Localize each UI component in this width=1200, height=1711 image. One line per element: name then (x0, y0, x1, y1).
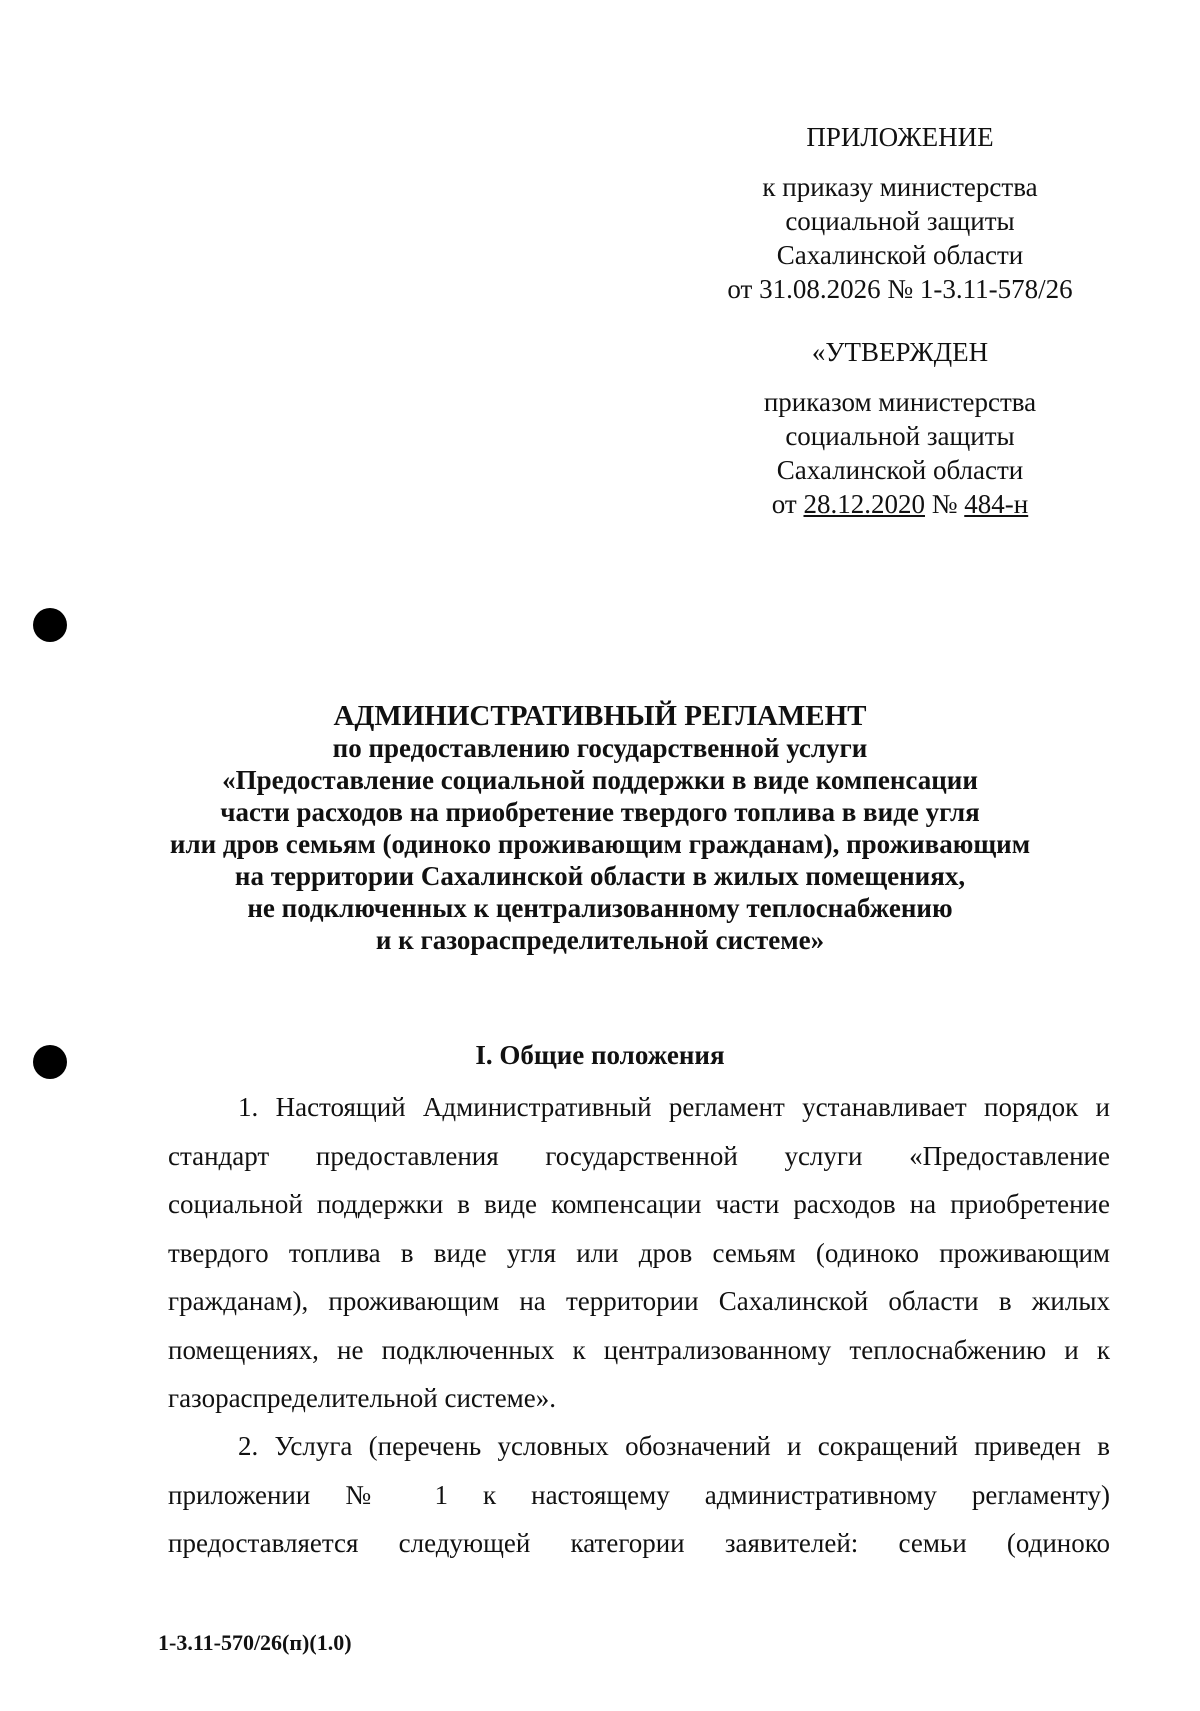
appendix-reference (700, 170, 1100, 306)
punch-hole-mark (33, 1045, 67, 1079)
paragraph-line: 2. Услуга (перечень условных обозначений и сокращений приведен в (238, 1431, 1110, 1461)
paragraph-1 (168, 1083, 1110, 1423)
approved-line: Сахалинской области (776, 455, 1024, 485)
document-title (100, 700, 1100, 956)
paragraph-line: газораспределительной системе». (168, 1383, 556, 1413)
approved-date-line: от 28.12.2020 № 484-н (771, 489, 1029, 519)
paragraph-2 (168, 1422, 1110, 1568)
document-title-line: части расходов на приобретение твердого топлива в виде угля (220, 797, 980, 827)
document-title-line: или дров семьям (одиноко проживающим гражданам), проживающим (169, 829, 1031, 859)
appendix-line: от 31.08.2026 № 1-3.11-578/26 (727, 274, 1073, 304)
paragraph-line: предоставляется следующей категории заявителей: семьи (одиноко (168, 1528, 1110, 1558)
section-heading: I. Общие положения (475, 1040, 725, 1070)
paragraph-line: 1. Настоящий Административный регламент устанавливает порядок и (238, 1092, 1110, 1122)
paragraph-line: гражданам), проживающим на территории Сахалинской области в жилых (168, 1286, 1110, 1316)
document-title-line: не подключенных к централизованному теплоснабжению (247, 893, 953, 923)
document-title-line: на территории Сахалинской области в жилых помещениях, (234, 861, 966, 891)
paragraph-line: приложении № 1 к настоящему административному регламенту) (168, 1479, 1110, 1510)
punch-hole-mark (33, 608, 67, 642)
document-code: 1-3.11-570/26(п)(1.0) (158, 1630, 352, 1655)
approved-title: «УТВЕРЖДЕН (811, 337, 989, 367)
paragraph-line: социальной поддержки в виде компенсации части расходов на приобретение (168, 1189, 1110, 1219)
approved-date: 28.12.2020 (803, 489, 925, 519)
document-title-line: «Предоставление социальной поддержки в виде компенсации (222, 765, 978, 795)
approved-line: приказом министерства (763, 387, 1037, 417)
document-title-main: АДМИНИСТРАТИВНЫЙ РЕГЛАМЕНТ (333, 700, 867, 732)
appendix-line: к приказу министерства (762, 172, 1038, 202)
paragraph-line: твердого топлива в виде угля или дров семьям (одиноко проживающим (168, 1237, 1110, 1268)
appendix-line: Сахалинской области (776, 240, 1024, 270)
appendix-title: ПРИЛОЖЕНИЕ (806, 122, 994, 152)
approved-reference (700, 385, 1100, 521)
approved-line: социальной защиты (785, 421, 1015, 451)
approved-number: 484-н (964, 489, 1029, 519)
paragraph-line: стандарт предоставления государственной услуги «Предоставление (168, 1140, 1110, 1171)
document-title-line: и к газораспределительной системе» (375, 925, 825, 955)
paragraph-line: помещениях, не подключенных к централизованному теплоснабжению и к (168, 1334, 1110, 1365)
document-title-line: по предоставлению государственной услуги (332, 733, 868, 763)
appendix-line: социальной защиты (785, 206, 1015, 236)
